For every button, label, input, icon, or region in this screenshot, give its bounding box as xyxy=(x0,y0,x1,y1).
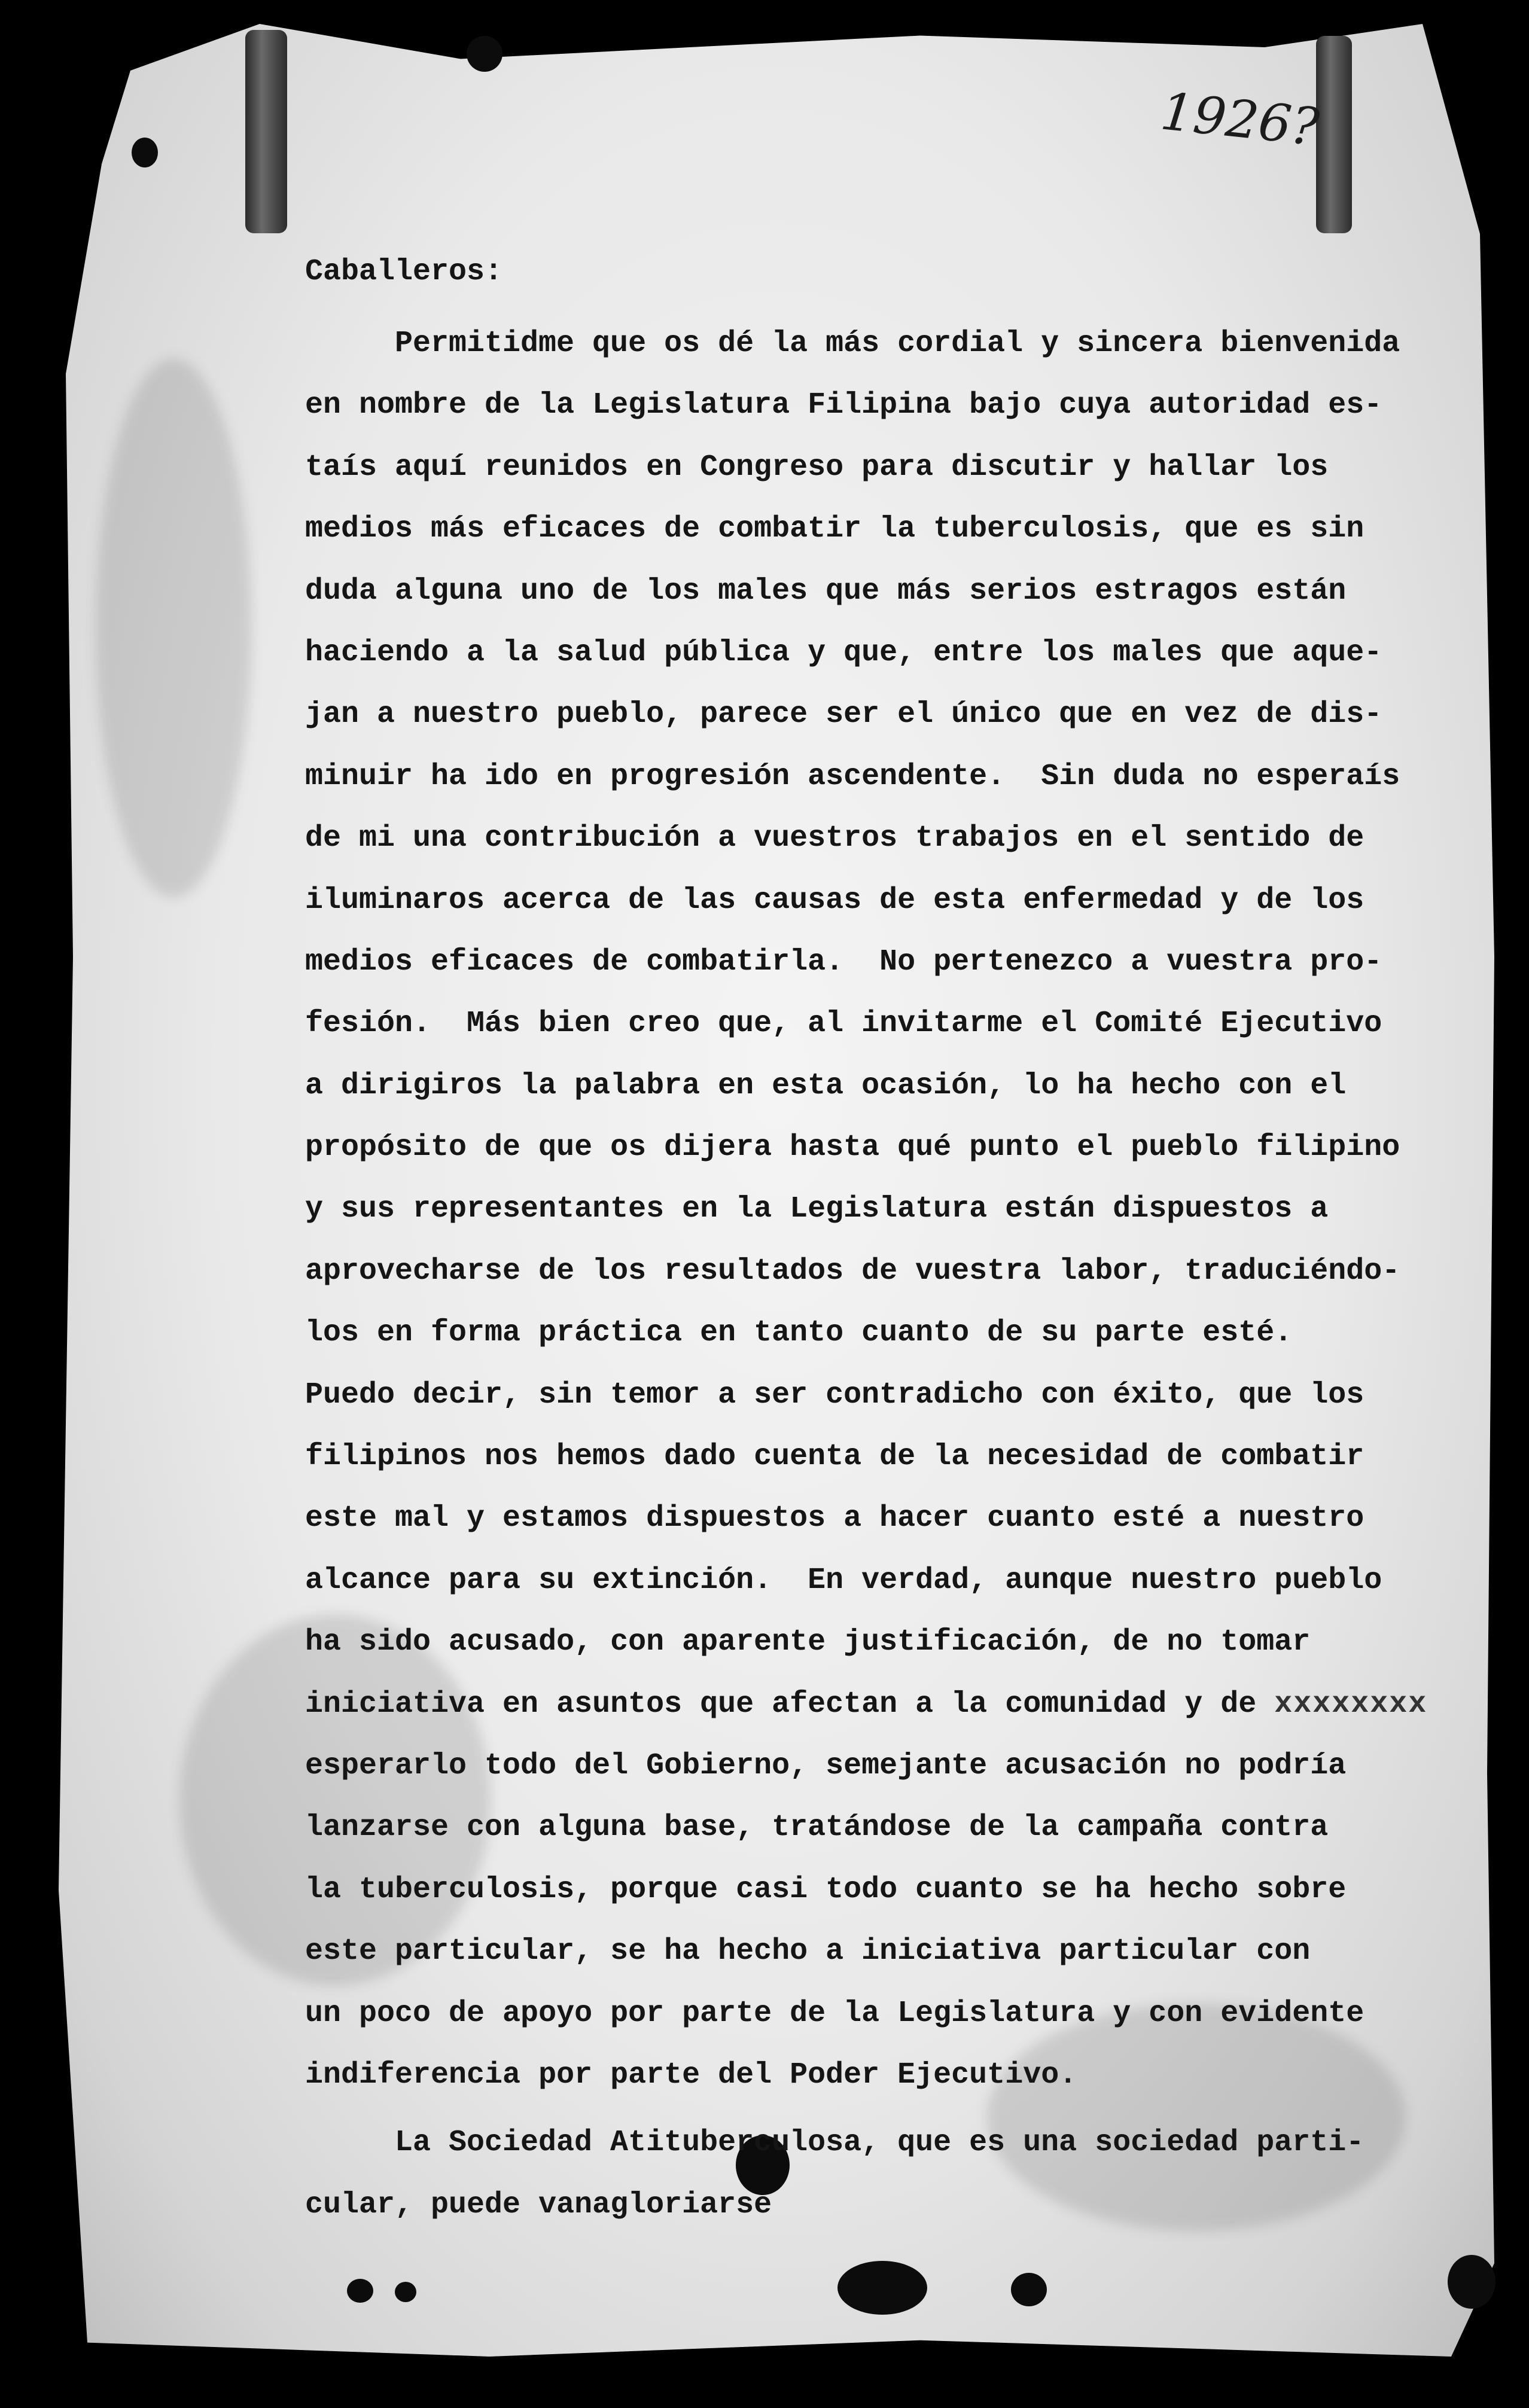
text-line: de mi una contribución a vuestros trabajos en el sentido de xyxy=(305,821,1364,856)
ink-spot xyxy=(395,2282,416,2302)
text-line: Permitidme que os dé la más cordial y sincera bienvenida xyxy=(395,327,1400,361)
ink-spot xyxy=(837,2261,927,2315)
text-line: un poco de apoyo por parte de la Legislatura y con evidente xyxy=(305,1996,1364,2031)
text-line: alcance para su extinción. En verdad, aunque nuestro pueblo xyxy=(305,1563,1382,1598)
text-line: este particular, se ha hecho a iniciativa particular con xyxy=(305,1934,1311,1969)
text-line: y sus representantes en la Legislatura están dispuestos a xyxy=(305,1192,1329,1227)
text-line: duda alguna uno de los males que más serios estragos están xyxy=(305,574,1347,608)
text-line: medios eficaces de combatirla. No pertenezco a vuestra pro- xyxy=(305,944,1382,979)
text-line-segment: iniciativa en asuntos que afectan a la comunidad y de xyxy=(305,1687,1275,1721)
struck-out-text: xxxxxxxx xyxy=(1274,1687,1428,1721)
ink-spot xyxy=(467,36,502,72)
ink-spot xyxy=(1011,2273,1047,2306)
text-line: indiferencia por parte del Poder Ejecutivo. xyxy=(305,2058,1077,2092)
text-line: lanzarse con alguna base, tratándose de la campaña contra xyxy=(305,1810,1329,1845)
text-line: filipinos nos hemos dado cuenta de la necesidad de combatir xyxy=(305,1440,1364,1474)
text-line: La Sociedad Atituberculosa, que es una sociedad parti- xyxy=(395,2126,1364,2160)
text-line: en nombre de la Legislatura Filipina bajo cuya autoridad es- xyxy=(305,388,1382,423)
tape-mark xyxy=(245,30,287,233)
ink-spot xyxy=(132,138,158,167)
text-line: Puedo decir, sin temor a ser contradicho con éxito, que los xyxy=(305,1377,1364,1412)
text-line: los en forma práctica en tanto cuanto de su parte esté. xyxy=(305,1316,1293,1351)
text-line: ha sido acusado, con aparente justificación, de no tomar xyxy=(305,1625,1311,1660)
text-line: jan a nuestro pueblo, parece ser el único que en vez de dis- xyxy=(305,697,1382,732)
text-line: propósito de que os dijera hasta qué punto el pueblo filipino xyxy=(305,1130,1400,1165)
text-line xyxy=(305,1674,1430,1735)
text-line: fesión. Más bien creo que, al invitarme el Comité Ejecutivo xyxy=(305,1007,1382,1041)
text-line: taís aquí reunidos en Congreso para discutir y hallar los xyxy=(305,450,1329,484)
text-line: medios más eficaces de combatir la tuberculosis, que es sin xyxy=(305,512,1364,547)
salutation: Caballeros: xyxy=(305,255,503,289)
text-line: este mal y estamos dispuestos a hacer cuanto esté a nuestro xyxy=(305,1501,1364,1536)
text-line: a dirigiros la palabra en esta ocasión, lo ha hecho con el xyxy=(305,1068,1347,1103)
text-line: aprovecharse de los resultados de vuestra labor, traduciéndo- xyxy=(305,1254,1400,1288)
text-line: iluminaros acerca de las causas de esta enfermedad y de los xyxy=(305,883,1364,918)
tape-mark xyxy=(1316,36,1352,233)
text-line: la tuberculosis, porque casi todo cuanto se ha hecho sobre xyxy=(305,1872,1347,1907)
letter-body xyxy=(305,251,1430,2236)
text-line: minuir ha ido en progresión ascendente. Sin duda no esperaís xyxy=(305,759,1400,794)
handwritten-date-note: 1926? xyxy=(1158,81,1322,158)
ink-spot xyxy=(347,2279,373,2303)
paper-stain xyxy=(96,359,251,897)
text-line: esperarlo todo del Gobierno, semejante acusación no podría xyxy=(305,1748,1347,1783)
text-line: haciendo a la salud pública y que, entre los males que aque- xyxy=(305,635,1382,670)
text-line: cular, puede vanagloriarse xyxy=(305,2187,772,2222)
ink-spot xyxy=(1448,2255,1496,2309)
